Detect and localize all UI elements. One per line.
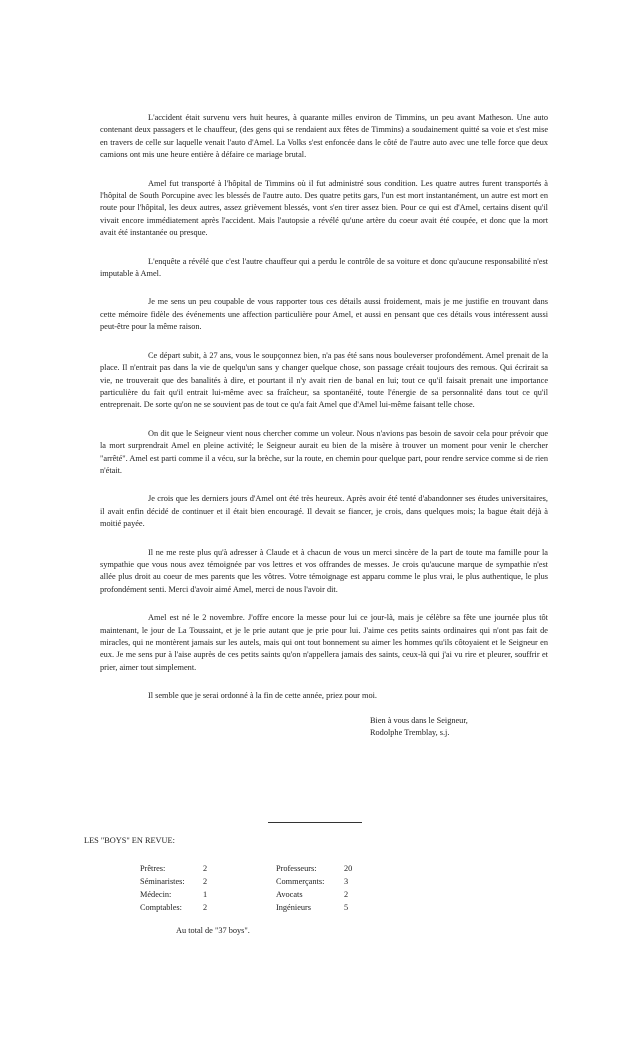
signature-block [370, 715, 548, 740]
roster-label: Médecin: [140, 890, 172, 899]
roster-column-left [140, 862, 240, 914]
roster-row [276, 875, 396, 888]
roster-label: Avocats [276, 890, 303, 899]
roster-count: 1 [203, 890, 208, 899]
paragraph-thief: On dit que le Seigneur vient nous chercher comme un voleur. Nous n'avions pas besoin de savoir cela pour prévoir que la mort surprendrait Amel en pleine activité; le Seigneur aurait eu bien de la misère à trouver un moment pour venir le chercher "arrêté". Amel est parti comme il a vécu, sur la brèche, sur la route, en chemin pour quelque part, pour rendre service comme si de rien n'était. [100, 428, 548, 475]
roster-row [140, 862, 240, 875]
roster-count: 2 [344, 890, 349, 899]
roster-label: Ingénieurs [276, 903, 312, 912]
roster-count: 2 [203, 903, 208, 912]
paragraph-hospital: Amel fut transporté à l'hôpital de Timmins où il fut administré sous condition. Les quatre autres furent transportés à l'hôpital de South Porcupine avec les blessés de l'autre auto. Des quatre petits gars, l'un est mort instantanément, un autre est mort en route pour l'hôpital, les deux autres, assez grièvement blessés, vont s'en tirer assez bien. Pour ce qui est d'Amel, certains disent qu'il vivait encore immédiatement après l'accident. Mais l'autopsie a révélé qu'une artère du coeur avait été coupée, et donc que la mort avait été instantanée ou presque. [100, 178, 548, 238]
roster-label: Professeurs: [276, 864, 317, 873]
roster-total: Au total de "37 boys". [176, 926, 250, 935]
paragraph-accident: L'accident était survenu vers huit heures, à quarante milles environ de Timmins, un peu avant Matheson. Une auto contenant deux passagers et le chauffeur, (des gens qui se rendaient aux fêtes de Timmins) a soudainement quitté sa voie et s'est mise en travers de celle sur laquelle venait l'auto d'Amel. La Volks s'est enfoncée dans le côté de l'autre auto avec une telle force que deux camions ont mis une heure entière à défaire ce mariage brutal. [100, 113, 548, 160]
paragraph-saints: Amel est né le 2 novembre. J'offre encore la messe pour lui ce jour-là, mais je célèbre sa fête une journée plus tôt maintenant, le jour de La Toussaint, et je le prie autant que je prie pour lui. J'aime ces petits saints ordinaires qui n'ont pas fait de miracles, qui ne montèrent jamais sur les autels, mais qui ont tout bonnement su aimer les hommes qu'ils côtoyaient et le Seigneur en eux. Je me sens pur à l'aise auprès de ces petits saints qu'on n'appellera jamais des saints, ceux-là qui j'ai vu rire et pleurer, souffrir et prier, aimer tout simplement. [100, 613, 548, 672]
paragraph-last-days: Je crois que les derniers jours d'Amel ont été très heureux. Après avoir été tenté d'abandonner ses études universitaires, il avait enfin décidé de continuer et il était bien encouragé. Il devait se fiancer, je crois, dans quelques mois; la bague était déjà à moitié payée. [100, 494, 548, 529]
roster-row [140, 875, 240, 888]
roster-count: 3 [344, 877, 349, 886]
section-divider [268, 822, 362, 823]
roster-title: LES "BOYS" EN REVUE: [84, 836, 175, 845]
roster-count: 2 [203, 877, 208, 886]
roster-label: Comptables: [140, 903, 182, 912]
roster-row [276, 862, 396, 875]
roster-count: 2 [203, 864, 208, 873]
paragraph-thanks: Il ne me reste plus qu'à adresser à Claude et à chacun de vous un merci sincère de la part de toute ma famille pour la sympathie que vous nous avez témoignée par vos lettres et vos offrandes de messes. Je crois qu'aucune marque de sympathie n'est allée plus droit au coeur de mes parents que les vôtres. Votre témoignage est apparu comme le plus vrai, le plus authentique, le plus profondément senti. Merci d'avoir aimé Amel, merci de nous l'avoir dit. [100, 547, 548, 594]
roster-row [276, 888, 396, 901]
closing-line: Il semble que je serai ordonné à la fin de cette année, priez pour moi. [148, 691, 377, 701]
roster-row [140, 888, 240, 901]
roster-row [140, 901, 240, 914]
roster-label: Séminaristes: [140, 877, 185, 886]
signature-salutation: Bien à vous dans le Seigneur, [370, 715, 468, 725]
paragraph-details: Je me sens un peu coupable de vous rapporter tous ces détails aussi froidement, mais je me justifie en trouvant dans cette mémoire fidèle des événements une affection particulière pour Amel, et aussi en pensant que ces détails vous intéressent aussi peut-être pour la même raison. [100, 297, 548, 332]
roster-column-right [276, 862, 396, 914]
roster-label: Prêtres: [140, 864, 166, 873]
roster-row [276, 901, 396, 914]
paragraph-inquiry: L'enquête a révélé que c'est l'autre chauffeur qui a perdu le contrôle de sa voiture et donc qu'aucune responsabilité n'est imputable à Amel. [100, 256, 548, 279]
letter-body [100, 112, 548, 739]
signature-name: Rodolphe Tremblay, s.j. [370, 728, 450, 738]
roster-count: 5 [344, 903, 349, 912]
roster-label: Commerçants: [276, 877, 325, 886]
roster-count: 20 [344, 864, 353, 873]
paragraph-departure: Ce départ subit, à 27 ans, vous le soupçonnez bien, n'a pas été sans nous bouleverser profondément. Amel prenait de la place. Il n'entrait pas dans la vie de quelqu'un sans y changer quelque chose, son passage créait toujours des remous. Qui écrirait sa vie, ne trouverait que des banalités à dire, et pourtant il n'y avait rien de banal en lui; tout ce qu'il faisait prenait une importance particulière du fait qu'il entrait lui-même avec sa fraîcheur, sa spontanéité, toute l'énergie de sa personnalité dans tout ce qu'il entreprenait. De sorte qu'on ne se souvient pas de tout ce qu'a fait Amel que d'Amel lui-même faisant telle chose. [100, 350, 548, 410]
